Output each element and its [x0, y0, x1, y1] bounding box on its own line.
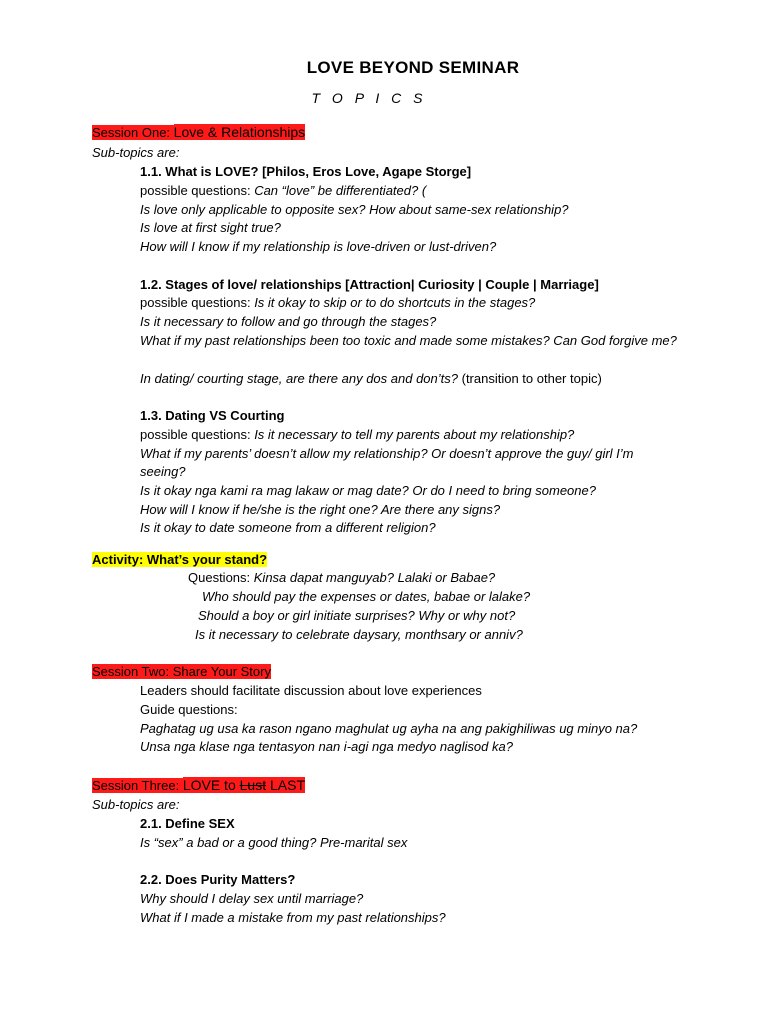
document-subtitle: T O P I C S [311, 90, 427, 106]
session-three-name-a: LOVE to [182, 777, 240, 793]
session-two-question-2: Unsa nga klase nga tentasyon nan i-agi nga medyo naglisod ka? [140, 739, 513, 754]
topic-1-1-question-3: Is love at first sight true? [140, 220, 281, 235]
session-two-line-1: Leaders should facilitate discussion about love experiences [140, 683, 482, 698]
session-two-line-2: Guide questions: [140, 702, 238, 717]
topic-1-3-question-2b: seeing? [140, 464, 186, 479]
session-three-name-b: LAST [266, 777, 305, 793]
topic-1-3-question-2a: What if my parents’ doesn’t allow my relationship? Or doesn’t approve the guy/ girl I’m [140, 446, 634, 461]
topic-1-3-question-4: How will I know if he/she is the right one? Are there any signs? [140, 502, 501, 517]
topic-2-1-heading: 2.1. Define SEX [140, 816, 235, 831]
topic-1-2-heading: 1.2. Stages of love/ relationships [Attraction| Curiosity | Couple | Marriage] [140, 277, 599, 292]
question-text: In dating/ courting stage, are there any dos and don’ts? [140, 371, 458, 386]
topic-1-3-question-5: Is it okay to date someone from a different religion? [140, 520, 436, 535]
activity-question-1 [188, 569, 495, 586]
question-text: Can “love” be differentiated? ( [254, 183, 427, 198]
session-one-label: Session One: [92, 125, 174, 140]
topic-2-2-question-1: Why should I delay sex until marriage? [140, 891, 364, 906]
topic-1-2-question-3: What if my past relationships been too toxic and made some mistakes? Can God forgive me? [140, 333, 677, 348]
topic-1-1-question-2: Is love only applicable to opposite sex? How about same-sex relationship? [140, 202, 569, 217]
possible-questions-label: possible questions: [140, 183, 255, 198]
activity-question-2: Who should pay the expenses or dates, babae or lalake? [202, 589, 531, 604]
topic-1-2-question-2: Is it necessary to follow and go through the stages? [140, 314, 437, 329]
questions-label: Questions: [188, 570, 254, 585]
session-three-label: Session Three: [92, 778, 183, 793]
possible-questions-label: possible questions: [140, 295, 255, 310]
activity-question-3: Should a boy or girl initiate surprises? Why or why not? [198, 608, 516, 623]
question-text: Is it necessary to tell my parents about my relationship? [254, 427, 575, 442]
session-one-subtopics-label: Sub-topics are: [92, 145, 180, 160]
session-three-heading [92, 777, 305, 794]
topic-1-1-heading: 1.1. What is LOVE? [Philos, Eros Love, Agape Storge] [140, 164, 472, 179]
possible-questions-label: possible questions: [140, 427, 255, 442]
topic-1-2-question-4 [140, 370, 602, 387]
session-three-name-struck: Lust [239, 777, 267, 793]
topic-2-2-heading: 2.2. Does Purity Matters? [140, 872, 296, 887]
session-two-question-1: Paghatag ug usa ka rason ngano maghulat ug ayha na ang pakighiliwas ug minyo na? [140, 721, 638, 736]
session-three-subtopics-label: Sub-topics are: [92, 797, 180, 812]
activity-question-4: Is it necessary to celebrate daysary, monthsary or anniv? [195, 627, 523, 642]
question-note: (transition to other topic) [458, 371, 602, 386]
topic-1-1-question-1 [140, 182, 426, 199]
topic-2-2-question-2: What if I made a mistake from my past relationships? [140, 910, 446, 925]
session-one-name: Love & Relationships [173, 124, 306, 140]
session-two-label: Session Two: Share Your Story [92, 664, 271, 679]
question-text: Is it okay to skip or to do shortcuts in the stages? [254, 295, 536, 310]
topic-1-3-question-3: Is it okay nga kami ra mag lakaw or mag date? Or do I need to bring someone? [140, 483, 596, 498]
question-text: Kinsa dapat manguyab? Lalaki or Babae? [253, 570, 496, 585]
topic-1-1-question-4: How will I know if my relationship is love-driven or lust-driven? [140, 239, 497, 254]
topic-2-1-question-1: Is “sex” a bad or a good thing? Pre-marital sex [140, 835, 408, 850]
session-one-heading [92, 124, 305, 141]
topic-1-3-heading: 1.3. Dating VS Courting [140, 408, 285, 423]
document-title: LOVE BEYOND SEMINAR [306, 58, 520, 77]
topic-1-2-question-1 [140, 294, 535, 311]
activity-label: Activity: What’s your stand? [92, 552, 268, 567]
activity-heading [92, 551, 267, 568]
session-two-heading [92, 663, 271, 680]
topic-1-3-question-1 [140, 426, 574, 443]
